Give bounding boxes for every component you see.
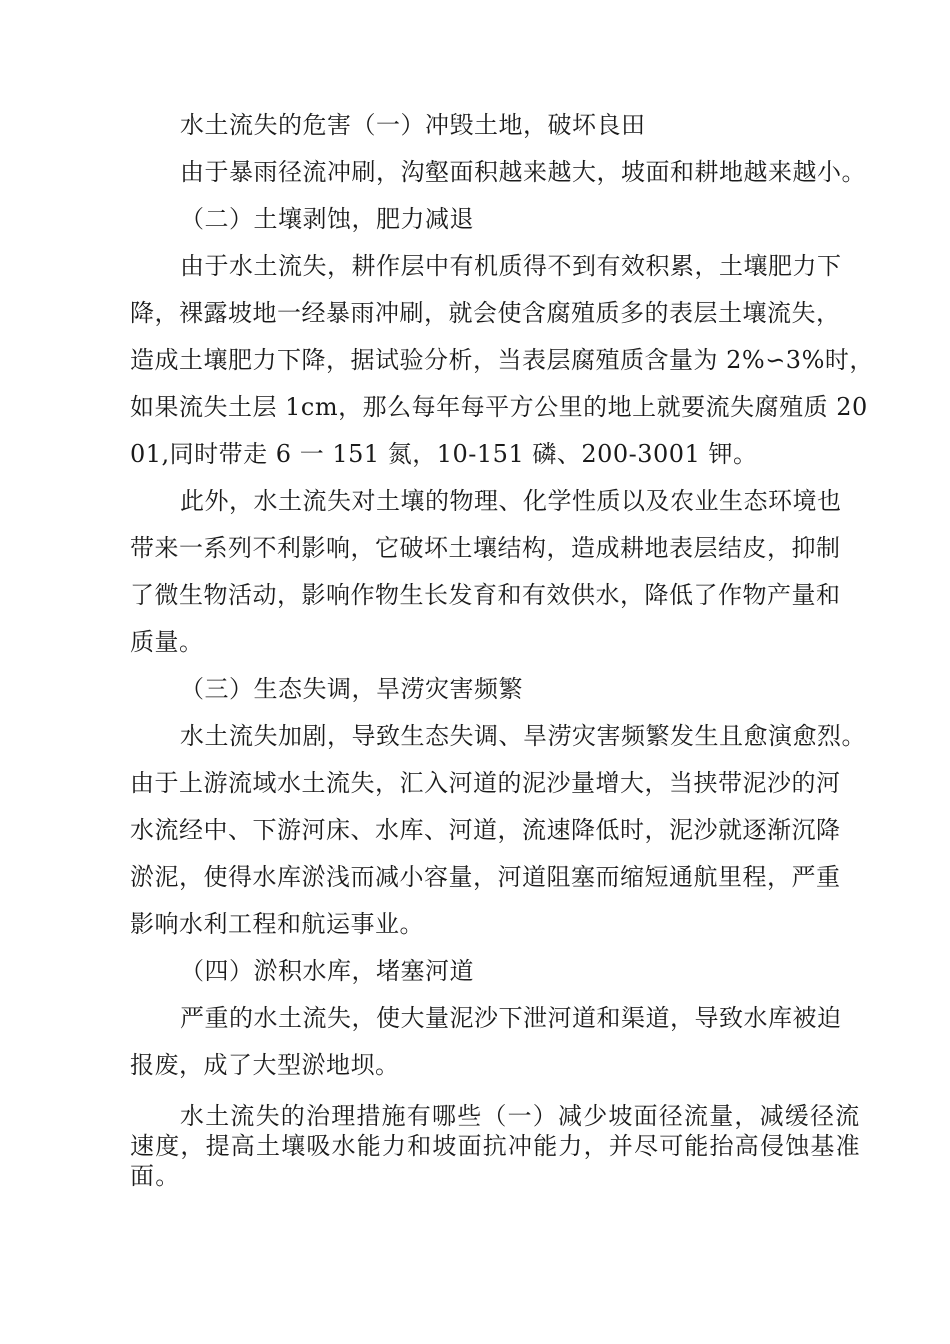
text-line: 水土流失加剧，导致生态失调、旱涝灾害频繁发生且愈演愈烈。 [180,722,866,750]
text-line: 由于水土流失，耕作层中有机质得不到有效积累，土壤肥力下 [180,252,842,280]
text-line: 水土流失的治理措施有哪些（一）减少坡面径流量，减缓径流 [180,1102,861,1130]
text-line: 如果流失土层 1cm，那么每年每平方公里的地上就要流失腐殖质 20 [130,393,868,421]
text-line: 质量。 [130,628,204,656]
text-line: 造成土壤肥力下降，据试验分析，当表层腐殖质含量为 2%∽3%时， [130,346,874,374]
text-line: 淤泥，使得水库淤浅而减小容量，河道阻塞而缩短通航里程，严重 [130,863,841,891]
section-heading: （三）生态失调，旱涝灾害频繁 [180,675,523,703]
text-line: 01,同时带走 6 一 151 氮，10-151 磷、200-3001 钾。 [130,440,758,468]
text-line: 降，裸露坡地一经暴雨冲刷，就会使含腐殖质多的表层土壤流失， [130,299,841,327]
text-line: 面。 [130,1162,181,1190]
text-line: 报废，成了大型淤地坝。 [130,1051,400,1079]
text-line: 速度，提高土壤吸水能力和坡面抗冲能力，并尽可能抬高侵蚀基准 [130,1132,861,1160]
text-line: 影响水利工程和航运事业。 [130,910,424,938]
text-line: 严重的水土流失，使大量泥沙下泄河道和渠道，导致水库被迫 [180,1004,842,1032]
text-line: 水土流失的危害（一）冲毁土地，破坏良田 [180,111,646,139]
section-heading: （二）土壤剥蚀，肥力减退 [180,205,474,233]
text-line: 水流经中、下游河床、水库、河道，流速降低时，泥沙就逐渐沉降 [130,816,841,844]
text-line: 带来一系列不利影响，它破坏土壤结构，造成耕地表层结皮，抑制 [130,534,841,562]
text-line: 了微生物活动，影响作物生长发育和有效供水，降低了作物产量和 [130,581,841,609]
section-heading: （四）淤积水库，堵塞河道 [180,957,474,985]
text-line: 由于上游流域水土流失，汇入河道的泥沙量增大，当挟带泥沙的河 [130,769,841,797]
text-line: 由于暴雨径流冲刷，沟壑面积越来越大，坡面和耕地越来越小。 [180,158,866,186]
text-line: 此外，水土流失对土壤的物理、化学性质以及农业生态环境也 [180,487,842,515]
